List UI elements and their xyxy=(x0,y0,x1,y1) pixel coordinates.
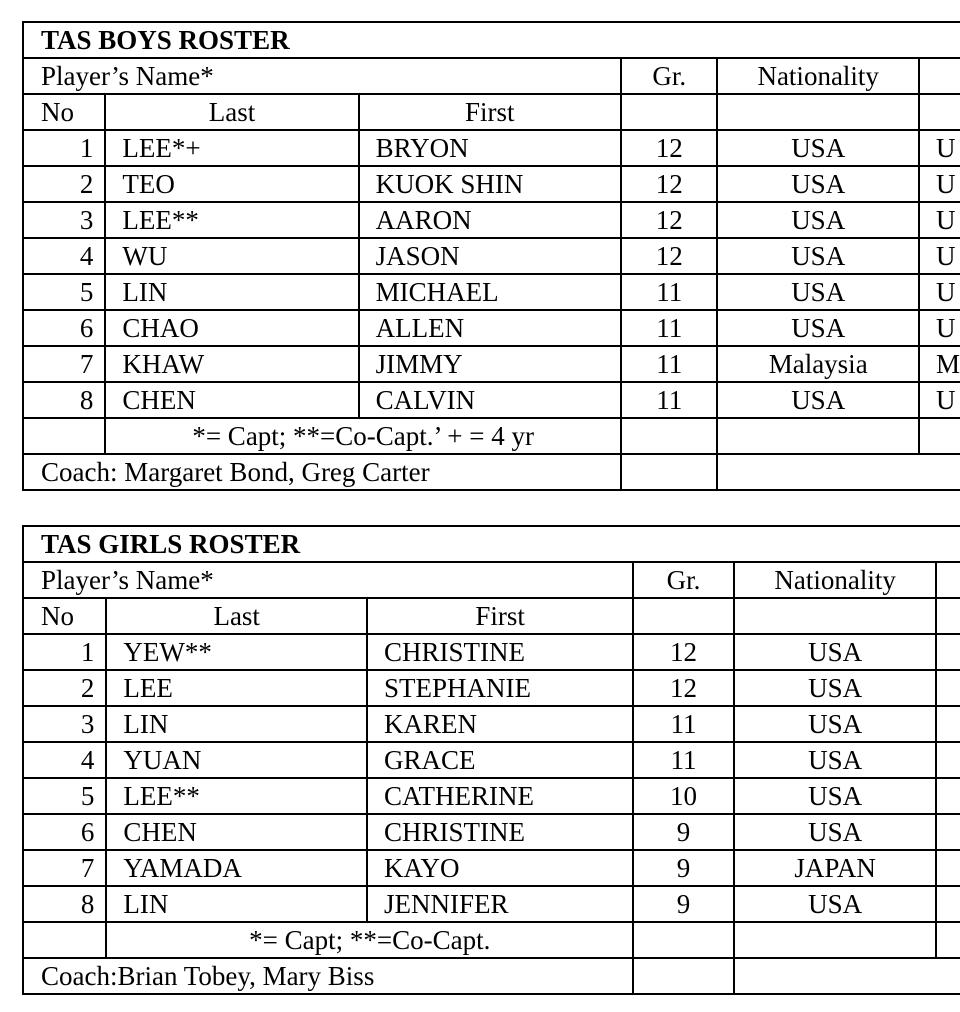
girls-nationality-header: Nationality xyxy=(734,562,936,598)
player-last-name: LIN xyxy=(106,886,367,922)
player-number: 8 xyxy=(23,382,105,418)
player-last-name: YAMADA xyxy=(106,850,367,886)
boys-subheader-row xyxy=(23,94,960,130)
girls-no-header: No xyxy=(23,598,106,634)
player-first-name: CHRISTINE xyxy=(367,634,633,670)
legend-nationality-empty xyxy=(717,418,918,454)
player-number: 5 xyxy=(23,778,106,814)
legend-spacer xyxy=(23,418,105,454)
girls-subheader-row xyxy=(23,598,960,634)
player-number: 2 xyxy=(23,670,106,706)
table-row xyxy=(23,670,960,706)
player-first-name: STEPHANIE xyxy=(367,670,633,706)
player-grade: 10 xyxy=(633,778,734,814)
player-last-name: WU xyxy=(105,238,358,274)
girls-legend: *= Capt; **=Co-Capt. xyxy=(106,922,633,958)
player-number: 1 xyxy=(23,130,105,166)
boys-header-row xyxy=(23,58,960,94)
player-number: 7 xyxy=(23,850,106,886)
girls-coach-row xyxy=(23,958,960,994)
player-grade: 11 xyxy=(621,310,717,346)
player-first-name: GRACE xyxy=(367,742,633,778)
player-last-name: YUAN xyxy=(106,742,367,778)
table-row xyxy=(23,706,960,742)
girls-extra-header xyxy=(936,562,960,598)
table-row xyxy=(23,742,960,778)
table-row xyxy=(23,382,960,418)
boys-players-name-header: Player’s Name* xyxy=(23,58,621,94)
boys-grade-header: Gr. xyxy=(621,58,717,94)
player-first-name: CALVIN xyxy=(359,382,621,418)
table-row xyxy=(23,886,960,922)
boys-extra-subheader xyxy=(919,94,960,130)
player-extra xyxy=(936,742,960,778)
player-last-name: LEE*+ xyxy=(105,130,358,166)
player-grade: 9 xyxy=(633,814,734,850)
girls-roster-title: TAS GIRLS ROSTER xyxy=(23,526,960,562)
table-row xyxy=(23,814,960,850)
player-number: 3 xyxy=(23,706,106,742)
player-grade: 12 xyxy=(621,202,717,238)
player-extra xyxy=(936,634,960,670)
table-row xyxy=(23,634,960,670)
table-row xyxy=(23,778,960,814)
player-extra xyxy=(936,886,960,922)
player-first-name: JASON xyxy=(359,238,621,274)
player-extra xyxy=(936,670,960,706)
player-nationality: JAPAN xyxy=(734,850,936,886)
player-grade: 12 xyxy=(621,166,717,202)
player-first-name: JIMMY xyxy=(359,346,621,382)
player-number: 4 xyxy=(23,742,106,778)
player-number: 6 xyxy=(23,814,106,850)
player-last-name: YEW** xyxy=(106,634,367,670)
player-nationality: USA xyxy=(717,166,918,202)
player-grade: 12 xyxy=(633,670,734,706)
girls-grade-header: Gr. xyxy=(633,562,734,598)
player-last-name: LEE** xyxy=(106,778,367,814)
player-last-name: LIN xyxy=(106,706,367,742)
player-grade: 11 xyxy=(621,274,717,310)
player-last-name: LEE xyxy=(106,670,367,706)
girls-header-row xyxy=(23,562,960,598)
legend-extra-empty xyxy=(919,418,960,454)
girls-first-header: First xyxy=(367,598,633,634)
player-extra-truncated: U xyxy=(919,130,960,166)
legend-spacer xyxy=(23,922,106,958)
player-nationality: USA xyxy=(734,778,936,814)
player-first-name: AARON xyxy=(359,202,621,238)
legend-extra-empty xyxy=(936,922,960,958)
boys-first-header: First xyxy=(359,94,621,130)
player-nationality: USA xyxy=(734,886,936,922)
boys-roster-title: TAS BOYS ROSTER xyxy=(23,22,960,58)
boys-extra-header xyxy=(919,58,960,94)
player-grade: 11 xyxy=(633,706,734,742)
player-grade: 9 xyxy=(633,886,734,922)
player-last-name: KHAW xyxy=(105,346,358,382)
boys-no-header: No xyxy=(23,94,105,130)
player-first-name: CHRISTINE xyxy=(367,814,633,850)
player-nationality: USA xyxy=(734,742,936,778)
table-row xyxy=(23,130,960,166)
player-extra-truncated: U xyxy=(919,202,960,238)
player-number: 7 xyxy=(23,346,105,382)
player-grade: 12 xyxy=(621,238,717,274)
girls-title-row xyxy=(23,526,960,562)
player-first-name: KAYO xyxy=(367,850,633,886)
player-nationality: USA xyxy=(717,382,918,418)
player-number: 3 xyxy=(23,202,105,238)
player-first-name: ALLEN xyxy=(359,310,621,346)
boys-coach-row xyxy=(23,454,960,490)
girls-roster-table xyxy=(22,525,960,995)
legend-grade-empty xyxy=(621,418,717,454)
table-row xyxy=(23,166,960,202)
player-extra xyxy=(936,778,960,814)
boys-title-row xyxy=(23,22,960,58)
player-first-name: JENNIFER xyxy=(367,886,633,922)
player-extra-truncated: U xyxy=(919,310,960,346)
coach-grade-empty xyxy=(621,454,717,490)
table-row xyxy=(23,850,960,886)
girls-coach: Coach:Brian Tobey, Mary Biss xyxy=(23,958,633,994)
player-nationality: USA xyxy=(717,274,918,310)
player-grade: 12 xyxy=(621,130,717,166)
player-last-name: CHEN xyxy=(105,382,358,418)
player-first-name: CATHERINE xyxy=(367,778,633,814)
player-first-name: KAREN xyxy=(367,706,633,742)
player-grade: 9 xyxy=(633,850,734,886)
player-extra xyxy=(936,850,960,886)
girls-players-name-header: Player’s Name* xyxy=(23,562,633,598)
boys-legend-row xyxy=(23,418,960,454)
player-grade: 12 xyxy=(633,634,734,670)
girls-legend-row xyxy=(23,922,960,958)
player-nationality: Malaysia xyxy=(717,346,918,382)
player-nationality: USA xyxy=(734,670,936,706)
player-last-name: CHAO xyxy=(105,310,358,346)
table-row xyxy=(23,202,960,238)
player-nationality: USA xyxy=(717,238,918,274)
player-first-name: BRYON xyxy=(359,130,621,166)
player-extra-truncated: U xyxy=(919,274,960,310)
player-number: 2 xyxy=(23,166,105,202)
player-nationality: USA xyxy=(734,814,936,850)
player-extra-truncated: U xyxy=(919,166,960,202)
coach-grade-empty xyxy=(633,958,734,994)
player-nationality: USA xyxy=(717,202,918,238)
legend-nationality-empty xyxy=(734,922,936,958)
boys-last-header: Last xyxy=(105,94,358,130)
boys-legend: *= Capt; **=Co-Capt.’ + = 4 yr xyxy=(105,418,621,454)
legend-grade-empty xyxy=(633,922,734,958)
boys-grade-subheader xyxy=(621,94,717,130)
girls-last-header: Last xyxy=(106,598,367,634)
girls-extra-subheader xyxy=(936,598,960,634)
player-extra-truncated: U xyxy=(919,382,960,418)
table-row xyxy=(23,310,960,346)
player-extra xyxy=(936,814,960,850)
player-extra-truncated: U xyxy=(919,238,960,274)
player-number: 6 xyxy=(23,310,105,346)
table-row xyxy=(23,274,960,310)
player-grade: 11 xyxy=(633,742,734,778)
player-nationality: USA xyxy=(734,706,936,742)
table-row xyxy=(23,238,960,274)
boys-nationality-header: Nationality xyxy=(717,58,918,94)
player-grade: 11 xyxy=(621,346,717,382)
player-number: 5 xyxy=(23,274,105,310)
boys-nationality-subheader xyxy=(717,94,918,130)
coach-nationality-empty xyxy=(734,958,960,994)
player-last-name: TEO xyxy=(105,166,358,202)
player-nationality: USA xyxy=(734,634,936,670)
table-row xyxy=(23,346,960,382)
player-number: 8 xyxy=(23,886,106,922)
girls-grade-subheader xyxy=(633,598,734,634)
boys-coach: Coach: Margaret Bond, Greg Carter xyxy=(23,454,621,490)
player-last-name: CHEN xyxy=(106,814,367,850)
player-last-name: LIN xyxy=(105,274,358,310)
player-nationality: USA xyxy=(717,130,918,166)
boys-roster-table xyxy=(22,21,960,491)
player-extra xyxy=(936,706,960,742)
player-last-name: LEE** xyxy=(105,202,358,238)
player-nationality: USA xyxy=(717,310,918,346)
player-number: 1 xyxy=(23,634,106,670)
player-first-name: KUOK SHIN xyxy=(359,166,621,202)
girls-nationality-subheader xyxy=(734,598,936,634)
player-grade: 11 xyxy=(621,382,717,418)
coach-nationality-empty xyxy=(717,454,960,490)
player-number: 4 xyxy=(23,238,105,274)
player-first-name: MICHAEL xyxy=(359,274,621,310)
player-extra-truncated: M xyxy=(919,346,960,382)
